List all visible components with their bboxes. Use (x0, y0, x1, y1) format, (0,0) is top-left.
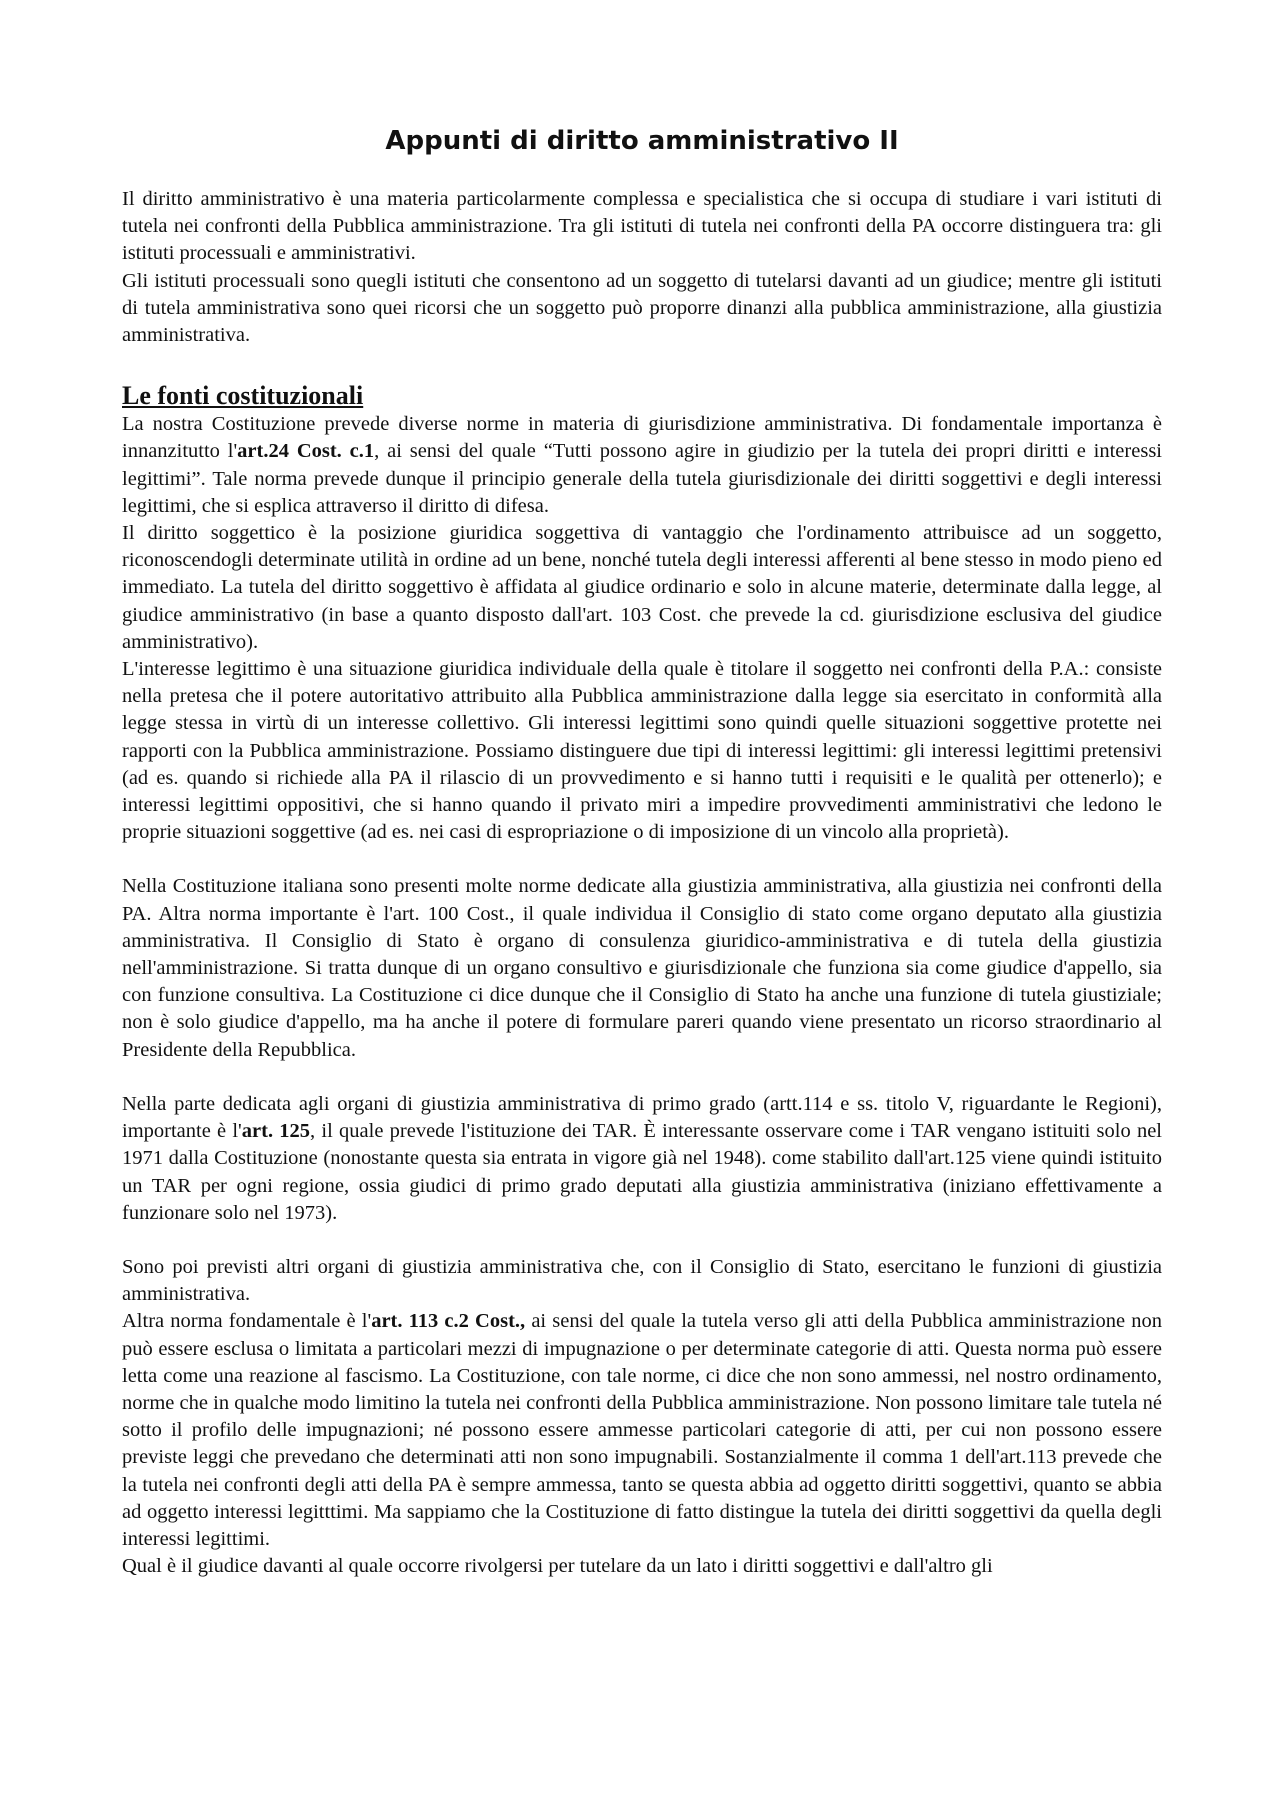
text-run: ai sensi del quale la tutela verso gli atti della Pubblica amministrazione non può essere esclusa o limitata a particolari mezzi di impugnazione o per determinate categorie di atti. Questa norma può essere letta come una reazione al fascismo. La Costituzione, con tale norme, ci dice che non sono ammessi, nel nostro ordinamento, norme che in qualche modo limitino la tutela nei confronti della Pubblica amministrazione. Non possono limitare tale tutela né sotto il profilo delle impugnazioni; né possono essere ammesse particolari categorie di atti, per cui non possono essere previste leggi che prevedano che determinati atti non sono impugnabili. Sostanzialmente il comma 1 dell'art.113 prevede che la tutela nei confronti degli atti della PA è sempre ammessa, tanto se questa abbia ad oggetto diritti soggettivi, quanto se abbia ad oggetto interessi legitttimi. Ma sappiamo che la Costituzione di fatto distingue la tutela dei diritti soggettivi da quella degli interessi legittimi. (122, 1310, 1162, 1550)
text-run: Nella parte dedicata agli organi di giustizia amministrativa di primo grado (artt.114 e ss. titolo V, riguardante le Regioni), importante è l' (122, 1092, 1162, 1143)
text-run: , ai sensi del quale “Tutti possono agire in giudizio per la tutela dei propri diritti e interessi legittimi”. Tale norma prevede dunque il principio generale della tutela giurisdizionale dei diritti soggettivi e degli interessi legittimi, che si esplica attraverso il diritto di difesa. (122, 440, 1162, 517)
text-run: La nostra Costituzione prevede diverse norme in materia di giurisdizione amministrativa. Di fondamentale importanza è innanzitutto l' (122, 413, 1162, 463)
section-paragraph-6: Sono poi previsti altri organi di giustizia amministrativa che, con il Consiglio di Stato, esercitano le funzioni di giustizia amministrativa. (122, 1255, 1162, 1306)
section-paragraph-1 (122, 411, 1162, 520)
document-title: Appunti di diritto amministrativo II (385, 126, 899, 156)
section-heading: Le fonti costituzionali (122, 381, 364, 411)
paragraph-gap (122, 1064, 1162, 1091)
paragraph-gap (122, 846, 1162, 873)
text-run: Altra norma fondamentale è l' (122, 1310, 372, 1333)
section-paragraph-5 (122, 1091, 1162, 1227)
bold-reference: art. 113 c.2 Cost., (371, 1310, 526, 1333)
text-run: , il quale prevede l'istituzione dei TAR. È interessante osservare come i TAR vengano istituiti solo nel 1971 dalla Costituzione (nonostante questa sia entrata in vigore già nel 1948). come stabilito dall'art.125 viene quindi istituito un TAR per ogni regione, ossia giudici di primo grado deputati alla giustizia amministrativa (iniziano effettivamente a funzionare solo nel 1973). (122, 1120, 1162, 1224)
document-page (122, 124, 1162, 1580)
section-paragraph-3: L'interesse legittimo è una situazione giuridica individuale della quale è titolare il soggetto nei confronti della P.A.: consiste nella pretesa che il potere autoritativo attribuito alla Pubblica amministrazione dalla legge sia esercitato in conformità alla legge stessa in virtù di un interesse collettivo. Gli interessi legittimi sono quindi quelle situazioni soggettive protette nei rapporti con la Pubblica amministrazione. Possiamo distinguere due tipi di interessi legittimi: gli interessi legittimi pretensivi (ad es. quando si richiede alla PA il rilascio di un provvedimento e si hanno tutti i requisiti e le qualità per ottenerlo); e interessi legittimi oppositivi, che si hanno quando il privato miri a impedire provvedimenti amministrativi che ledono le proprie situazioni soggettive (ad es. nei casi di espropriazione o di imposizione di un vincolo alla proprietà). (122, 658, 1162, 844)
section-paragraph-2: Il diritto soggettico è la posizione giuridica soggettiva di vantaggio che l'ordinamento attribuisce ad un soggetto, riconoscendogli determinate utilità in ordine ad un bene, nonché tutela degli interessi afferenti al bene stesso in modo pieno ed immediato. La tutela del diritto soggettivo è affidata al giudice ordinario e solo in alcune materie, determinate dalla legge, al giudice amministrativo (in base a quanto disposto dall'art. 103 Cost. che prevede la cd. giurisdizione esclusiva del giudice amministrativo). (122, 522, 1162, 653)
paragraph-gap (122, 1227, 1162, 1254)
section-paragraph-8: Qual è il giudice davanti al quale occorre rivolgersi per tutelare da un lato i diritti soggettivi e dall'altro gli (122, 1555, 993, 1578)
bold-reference: art.24 Cost. c.1 (237, 440, 375, 463)
intro-paragraph-1: Il diritto amministrativo è una materia particolarmente complessa e specialistica che si occupa di studiare i vari istituti di tutela nei confronti della Pubblica amministrazione. Tra gli istituti di tutela nei confronti della PA occorre distinguera tra: gli istituti processuali e amministrativi. (122, 188, 1162, 265)
bold-reference: art. 125 (241, 1120, 311, 1143)
section-paragraph-7 (122, 1308, 1162, 1553)
intro-paragraph-2: Gli istituti processuali sono quegli istituti che consentono ad un soggetto di tutelarsi davanti ad un giudice; mentre gli istituti di tutela amministrativa sono quei ricorsi che un soggetto può proporre dinanzi alla pubblica amministrazione, alla giustizia amministrativa. (122, 269, 1162, 347)
section-paragraph-4: Nella Costituzione italiana sono presenti molte norme dedicate alla giustizia amministrativa, alla giustizia nei confronti della PA. Altra norma importante è l'art. 100 Cost., il quale individua il Consiglio di stato come organo deputato alla giustizia amministrativa. Il Consiglio di Stato è organo di consulenza giuridico-amministrativa e di tutela della giustizia nell'amministrazione. Si tratta dunque di un organo consultivo e giurisdizionale che funziona sia come giudice d'appello, sia con funzione consultiva. La Costituzione ci dice dunque che il Consiglio di Stato ha anche una funzione di tutela giustiziale; non è solo giudice d'appello, ma ha anche il potere di formulare pareri quando viene presentato un ricorso straordinario al Presidente della Repubblica. (122, 875, 1162, 1061)
